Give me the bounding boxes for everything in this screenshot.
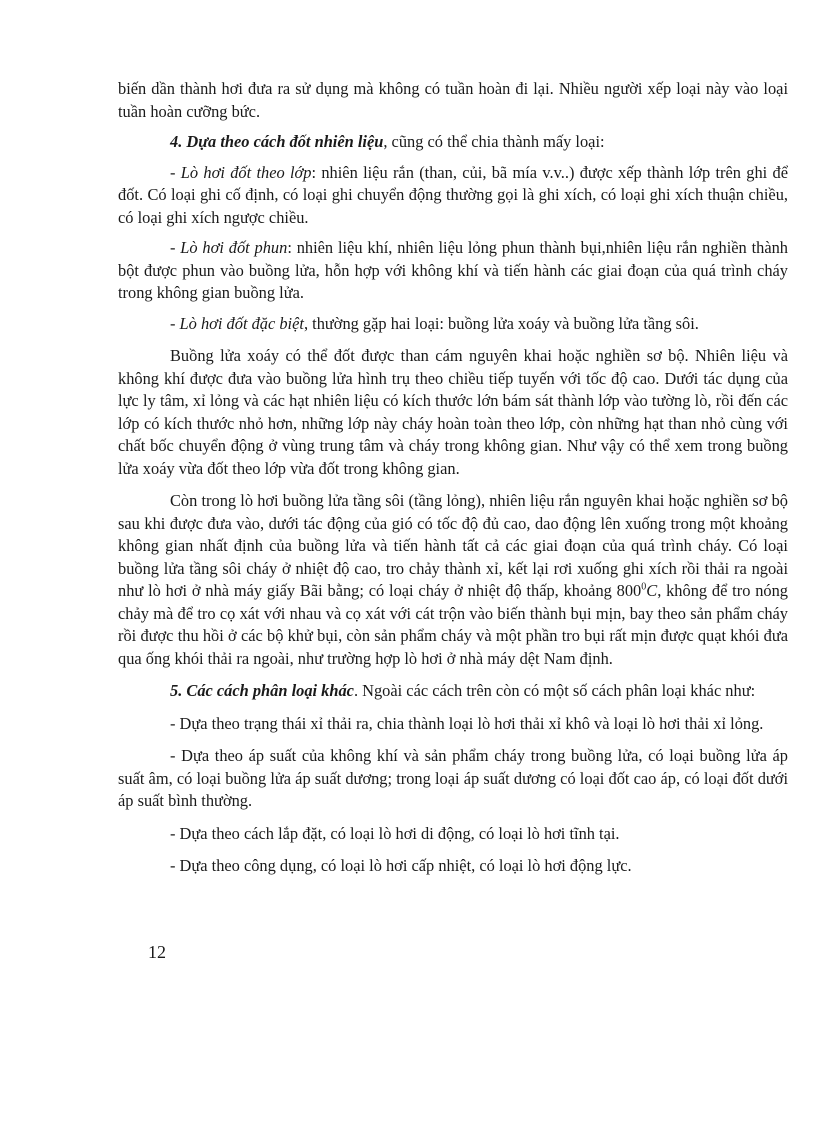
- list-item: - Dựa theo cách lắp đặt, có loại lò hơi di động, có loại lò hơi tĩnh tại.: [170, 823, 620, 843]
- section-5-heading-paragraph: [118, 680, 788, 703]
- section-5-heading-tail: . Ngoài các cách trên còn có một số cách phân loại khác như:: [353, 681, 756, 700]
- temperature-unit: C: [646, 581, 658, 600]
- intro-paragraph: biến dần thành hơi đưa ra sử dụng mà không có tuần hoàn đi lại. Nhiều người xếp loại này vào loại tuần hoàn cưỡng bức.: [118, 79, 788, 121]
- section-5-heading: 5. Các cách phân loại khác: [170, 681, 354, 700]
- fluidized-bed-text-before: Còn trong lò hơi buồng lửa tầng sôi (tầng lỏng), nhiên liệu rắn nguyên khai hoặc nghiền sơ bộ sau khi được đưa vào, dưới tác động của gió có tốc độ đủ cao, dao động lên xuống trong một khoảng không gian nhất định của buồng lửa và tiến hành tất cả các giai đoạn của quá trình cháy. Có loại buồng lửa tầng sôi cháy ở nhiệt độ cao, tro chảy thành xỉ, kết lại rơi xuống ghi xích rồi thải ra ngoài như lò hơi ở nhà máy giấy Bãi bằng; có loại cháy ở nhiệt độ thấp, khoảng 800: [118, 491, 788, 600]
- fluidized-bed-paragraph: [118, 490, 788, 670]
- list-item: - Dựa theo công dụng, có loại lò hơi cấp nhiệt, có loại lò hơi động lực.: [170, 856, 632, 875]
- special-burning-paragraph: [118, 313, 788, 336]
- special-burning-term: - Lò hơi đốt đặc biệt: [170, 313, 304, 333]
- spray-burning-paragraph: [118, 237, 788, 305]
- section-4-heading: 4. Dựa theo cách đốt nhiên liệu: [170, 132, 384, 151]
- layer-burning-text: : nhiên liệu rắn (than, củi, bã mía v.v..) được xếp thành lớp trên ghi để đốt. Có loại ghi cố định, có loại ghi chuyển động thường gọi là ghi xích, có loại ghi xích thuận chiều, có loại ghi xích ngược chiều.: [118, 162, 788, 227]
- layer-burning-term: - Lò hơi đốt theo lớp: [170, 162, 312, 182]
- spray-burning-term: - Lò hơi đốt phun: [170, 238, 288, 257]
- vortex-furnace-paragraph: Buồng lửa xoáy có thể đốt được than cám nguyên khai hoặc nghiền sơ bộ. Nhiên liệu và không khí được đưa vào buồng lửa hình trụ theo chiều tiếp tuyến với tốc độ cao. Dưới tác dụng của lực ly tâm, xỉ lỏng và các hạt nhiên liệu có kích thước lớn bám sát thành lớp vào tường lò, rồi đến các lớp có kích thước nhỏ hơn, những lớp này cháy hoàn toàn theo lớp, còn những hạt than nhỏ cùng với chất bốc chuyển động ở vùng trung tâm và cháy trong không gian. Như vậy có thể xem trong buồng lửa xoáy vừa đốt theo lớp vừa đốt trong không gian.: [118, 346, 788, 478]
- section-4-heading-paragraph: [118, 131, 788, 154]
- list-item: - Dựa theo áp suất của không khí và sản phẩm cháy trong buồng lửa, có loại buồng lửa áp suất âm, có loại buồng lửa áp suất dương; trong loại áp suất dương có loại đốt cao áp, có loại đốt dưới áp suất bình thường.: [118, 746, 788, 810]
- layer-burning-paragraph: [118, 162, 788, 230]
- page-number: 12: [148, 942, 166, 962]
- section-4-heading-tail: , cũng có thể chia thành mấy loại:: [383, 132, 605, 151]
- list-item: - Dựa theo trạng thái xỉ thải ra, chia thành loại lò hơi thải xỉ khô và loại lò hơi thải xỉ lỏng.: [170, 713, 764, 733]
- special-burning-text: , thường gặp hai loại: buồng lửa xoáy và buồng lửa tầng sôi.: [303, 313, 699, 333]
- page-body: [118, 78, 788, 886]
- spray-burning-text: : nhiên liệu khí, nhiên liệu lỏng phun thành bụi,nhiên liệu rắn nghiền thành bột được phun vào buồng lửa, hỗn hợp với không khí và tiến hành các giai đoạn của quá trình cháy trong không gian buồng lửa.: [118, 238, 788, 302]
- fluidized-bed-text-after: , không để tro nóng chảy mà để tro cọ xát với nhau và cọ xát với cát trộn vào biến thành bụi mịn, bay theo sản phẩm cháy rồi được thu hồi ở các bộ khử bụi, còn sản phẩm cháy và một phần tro bụi rất mịn được quạt khói đưa qua ống khói thải ra ngoài, như trường hợp lò hơi ở nhà máy dệt Nam định.: [118, 581, 788, 668]
- temperature-superscript: 0: [641, 581, 647, 593]
